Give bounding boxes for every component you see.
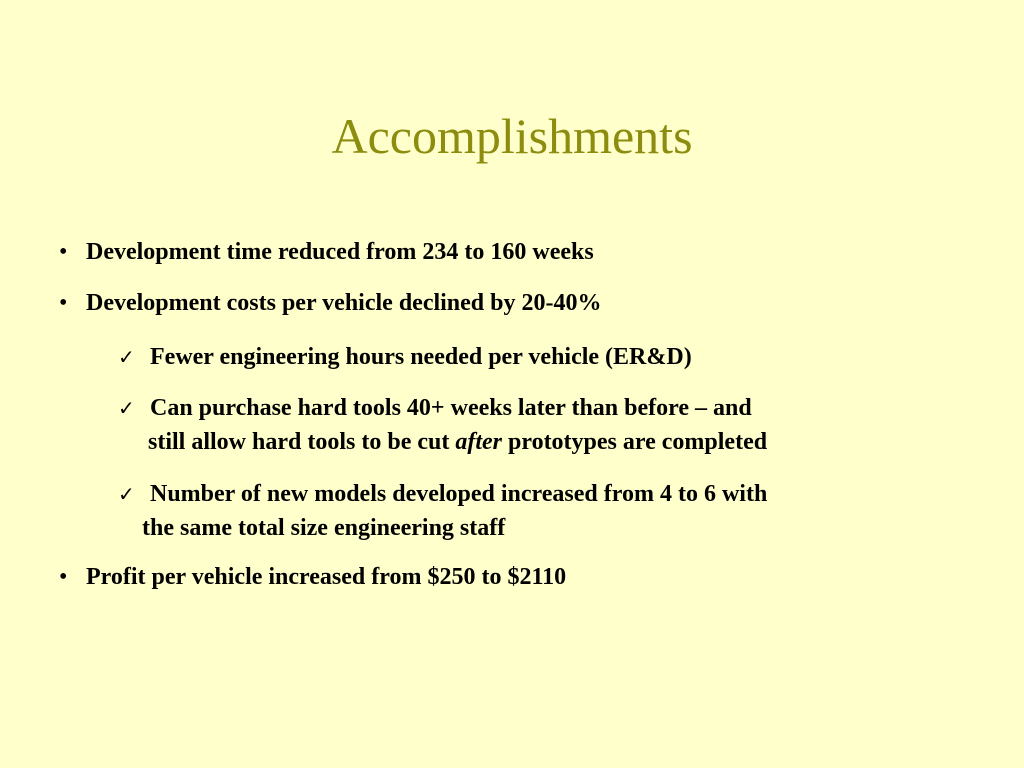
sub-item-text-line2-before: still allow hard tools to be cut — [148, 429, 456, 455]
checkmark-icon: ✓ — [118, 482, 135, 506]
sub-item-new-models — [118, 477, 767, 545]
sub-item-text-line1: Can purchase hard tools 40+ weeks later than before – and — [150, 395, 752, 421]
sub-item-text-line2: the same total size engineering staff — [142, 515, 506, 541]
bullet-item-profit — [59, 564, 566, 591]
bullet-text: Profit per vehicle increased from $250 to $2110 — [86, 564, 567, 590]
checkmark-icon: ✓ — [118, 396, 135, 420]
sub-item-text-line1: Number of new models developed increased from 4 to 6 with — [150, 481, 768, 507]
sub-item-text-line2-italic: after — [455, 429, 502, 455]
sub-item-text: Fewer engineering hours needed per vehicle (ER&D) — [150, 344, 692, 370]
sub-item-engineering-hours — [118, 340, 692, 374]
bullet-icon: • — [59, 290, 68, 316]
bullet-icon: • — [59, 564, 68, 590]
sub-item-text-line2-after: prototypes are completed — [502, 429, 768, 455]
bullet-icon: • — [59, 239, 68, 265]
checkmark-icon: ✓ — [118, 345, 135, 369]
bullet-text: Development costs per vehicle declined by 20-40% — [86, 290, 602, 316]
bullet-item-development-time — [59, 239, 594, 266]
bullet-text: Development time reduced from 234 to 160 weeks — [86, 239, 594, 265]
bullet-item-development-costs — [59, 290, 602, 317]
slide-title: Accomplishments — [331, 108, 693, 164]
sub-item-hard-tools — [118, 391, 767, 459]
sub-item-text-line2 — [118, 425, 767, 459]
